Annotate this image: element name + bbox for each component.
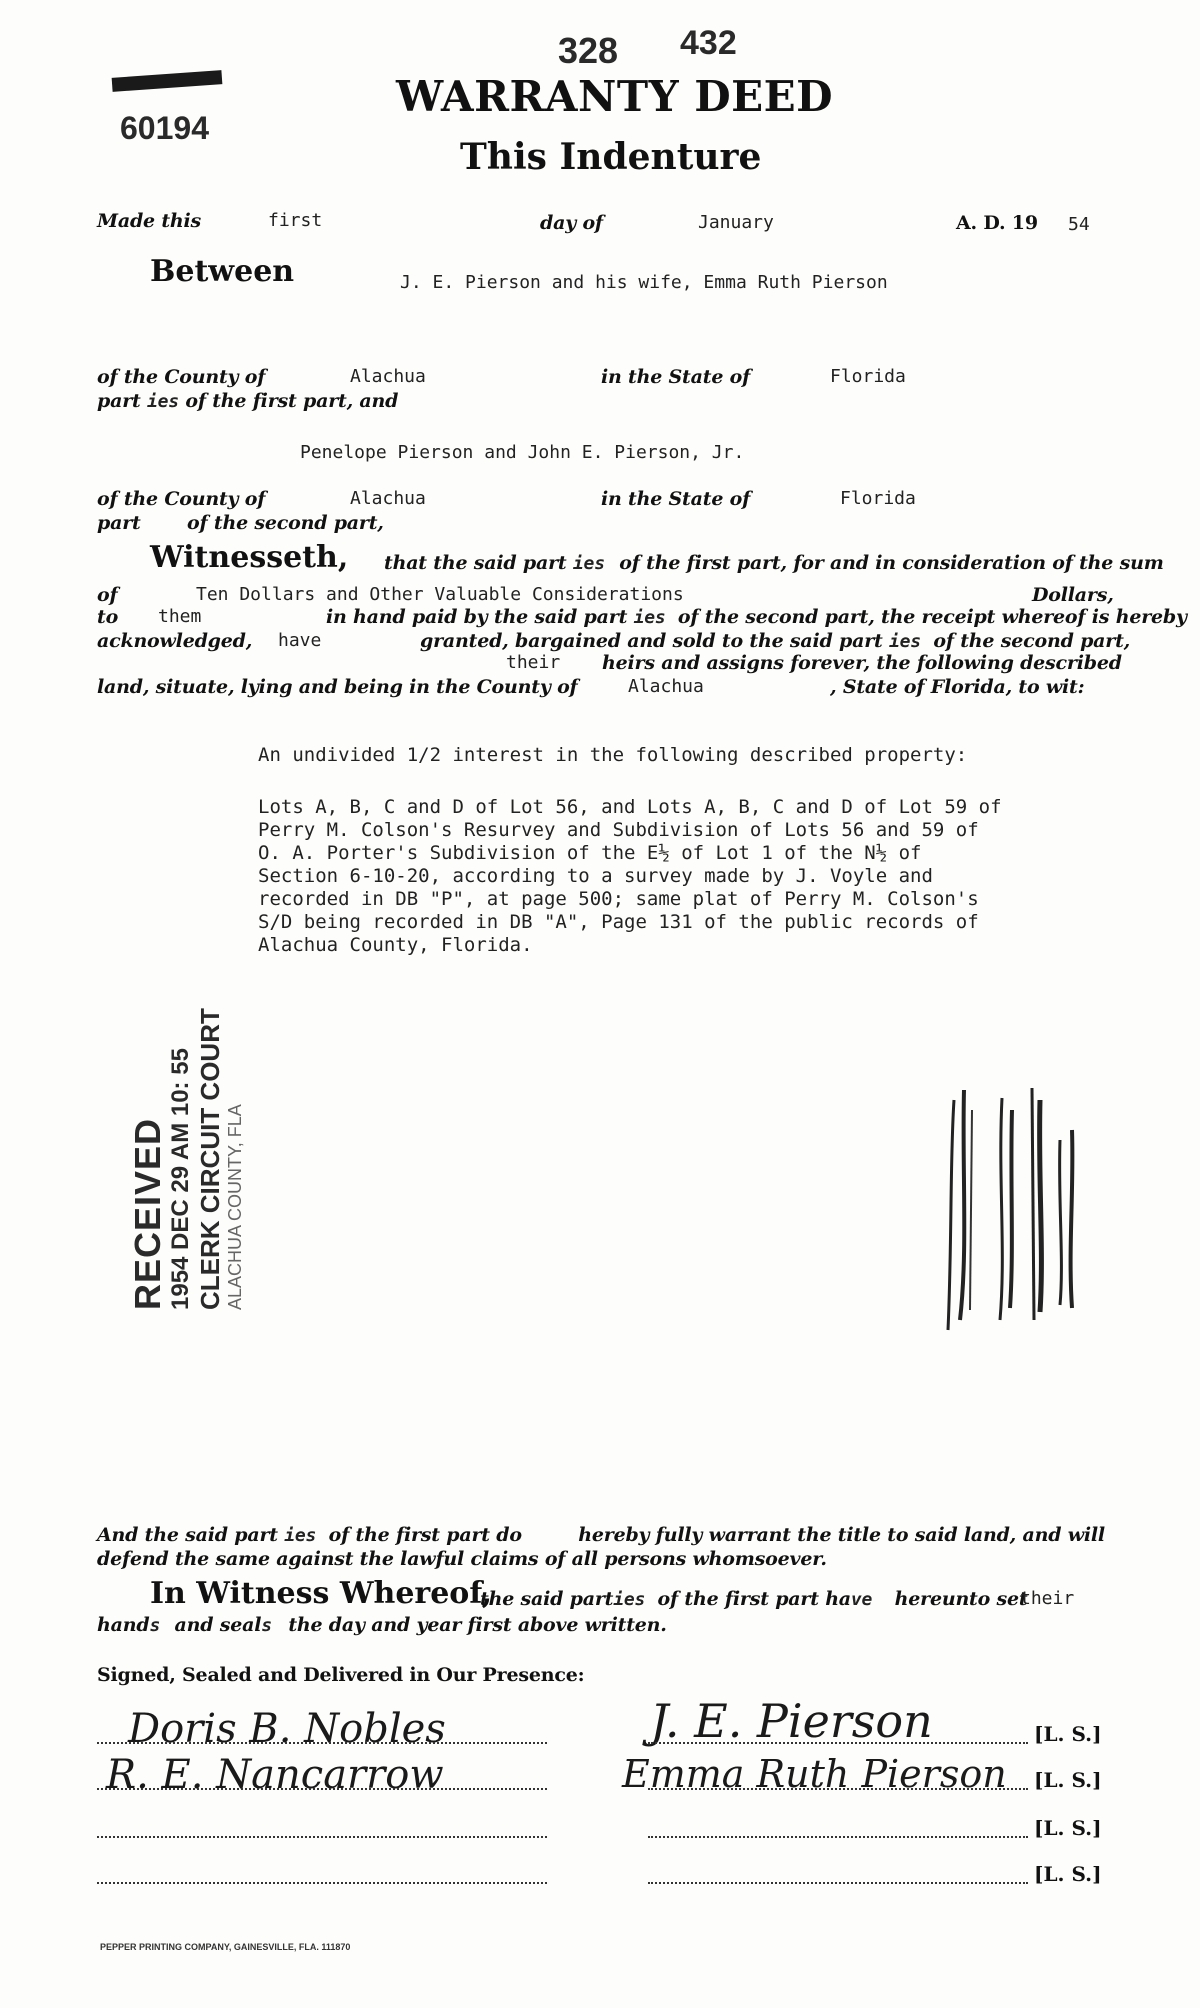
iw-e: hereunto set (894, 1588, 1028, 1610)
w4-b: have (278, 630, 322, 651)
w1-c: of the first part, for and in consideration of the sum (619, 552, 1164, 574)
w4-a: acknowledged, (97, 630, 253, 652)
year-value: 54 (1068, 214, 1090, 235)
month-value: January (698, 212, 774, 233)
w1-a: that the said part (384, 552, 567, 574)
vertical-ink-marks (940, 1080, 1100, 1340)
w5-b: heirs and assigns forever, the following described (602, 652, 1122, 674)
ad-label: A. D. 19 (956, 212, 1038, 234)
w3-c: in hand paid by the said part (326, 606, 628, 628)
first-part-label (97, 390, 398, 412)
iw-f: their (1020, 1588, 1075, 1609)
witness-line-4 (97, 1882, 547, 1884)
first-part-suffix: ies (147, 391, 179, 412)
iw-c: of the first part ha (657, 1588, 851, 1610)
description-line: O. A. Porter's Subdivision of the E½ of Lot 1 of the N½ of (258, 842, 922, 864)
w4-e: of the second part, (933, 630, 1131, 652)
warranty-b: ies (284, 1525, 317, 1546)
grantor-signature-2: Emma Ruth Pierson (622, 1752, 1007, 1796)
second-county-label: of the County of (97, 488, 266, 510)
second-state-label: in the State of (601, 488, 751, 510)
grantor-line-2 (648, 1788, 1028, 1790)
warranty-line-2: defend the same against the lawful claims of all persons whomsoever. (97, 1548, 827, 1570)
grantees-names: Penelope Pierson and John E. Pierson, Jr. (300, 442, 745, 463)
description-body (258, 796, 1002, 957)
w5-a: their (506, 652, 561, 673)
signed-sealed-label: Signed, Sealed and Delivered in Our Presence: (97, 1664, 585, 1686)
iw-b: ies (613, 1589, 646, 1610)
w6-b: Alachua (628, 676, 704, 697)
w1-b: ies (572, 553, 605, 574)
description-line: Lots A, B, C and D of Lot 56, and Lots A, B, C and D of Lot 59 of (258, 796, 1002, 818)
stamp-clerk: CLERK CIRCUIT COURT (195, 1008, 225, 1310)
ls-mark-4: [L. S.] (1034, 1862, 1102, 1886)
stamp-received: RECEIVED (127, 1117, 168, 1310)
second-part-role: of the second part, (187, 512, 384, 534)
in-witness-lead: In Witness Whereof, (150, 1576, 493, 1611)
w3-a: to (97, 606, 119, 628)
stamp-text-group (127, 1008, 246, 1310)
document-subtitle: This Indenture (460, 136, 762, 178)
w3-e: of the second part, the receipt whereof is hereby (677, 606, 1187, 628)
w2-a: of (97, 584, 118, 606)
description-line: recorded in DB "P", at page 500; same plat of Perry M. Colson's (258, 888, 979, 910)
iw-a: the said part (480, 1588, 614, 1610)
in-witness-line-2 (97, 1614, 667, 1636)
day-value: first (268, 210, 323, 231)
first-state-label: in the State of (601, 366, 751, 388)
iw-k: the day and year first above written. (288, 1614, 667, 1636)
witness-signature-1: Doris B. Nobles (128, 1706, 446, 1752)
witnesseth-lead: Witnesseth, (150, 540, 349, 575)
second-part-label (97, 512, 384, 534)
ls-mark-2: [L. S.] (1034, 1768, 1102, 1792)
witness-line-1 (97, 1742, 547, 1744)
description-line: Perry M. Colson's Resurvey and Subdivision of Lots 56 and 59 of (258, 819, 979, 841)
description-line: Section 6-10-20, according to a survey made by J. Voyle and (258, 865, 933, 887)
book-number: 328 (558, 30, 619, 71)
ls-mark-1: [L. S.] (1034, 1722, 1102, 1746)
stamp-date: 1954 DEC 29 AM 10: 55 (167, 1048, 194, 1310)
w3-b: them (158, 606, 202, 627)
printer-imprint: PEPPER PRINTING COMPANY, GAINESVILLE, FLA. 111870 (100, 1942, 351, 1952)
between-label: Between (150, 254, 295, 289)
description-line: S/D being recorded in DB "A", Page 131 of the public records of (258, 911, 979, 933)
warranty-c: of the first part do (328, 1524, 522, 1546)
file-number: 60194 (120, 110, 209, 146)
witness-line-2 (97, 1788, 547, 1790)
first-part-word: part (97, 390, 141, 412)
description-line: Alachua County, Florida. (258, 934, 533, 956)
witnesseth-line-3 (326, 606, 1187, 628)
w2-c: Dollars, (1032, 584, 1114, 606)
witness-line-3 (97, 1836, 547, 1838)
iw-j: s (261, 1615, 272, 1636)
warranty-line-1 (97, 1524, 1105, 1546)
first-part-role: of the first part, and (185, 390, 399, 412)
consideration-amount: Ten Dollars and Other Valuable Considerations (196, 584, 684, 605)
first-county-label: of the County of (97, 366, 266, 388)
grantor-signature-1: J. E. Pierson (650, 1694, 933, 1748)
second-state-value: Florida (840, 488, 916, 509)
witnesseth-line-4 (420, 630, 1130, 652)
iw-i: and seal (174, 1614, 262, 1636)
w4-d: ies (889, 631, 921, 652)
recording-stamp (90, 1008, 290, 1340)
grantor-line-3 (648, 1836, 1028, 1838)
document-title: WARRANTY DEED (396, 72, 834, 121)
grantor-line-1 (648, 1742, 1028, 1744)
stamp-county: ALACHUA COUNTY, FLA (225, 1104, 245, 1310)
w6-c: , State of Florida, to wit: (830, 676, 1085, 698)
struck-number-mark (112, 70, 223, 92)
warranty-a: And the said part (97, 1524, 278, 1546)
witnesseth-line-1 (384, 552, 1164, 574)
iw-g: hand (97, 1614, 150, 1636)
grantor-line-4 (648, 1882, 1028, 1884)
grantors-names: J. E. Pierson and his wife, Emma Ruth Pierson (400, 272, 888, 293)
day-of-label: day of (540, 212, 603, 234)
ls-mark-3: [L. S.] (1034, 1816, 1102, 1840)
iw-h: s (149, 1615, 161, 1636)
warranty-d: hereby fully warrant the title to said land, and will (578, 1524, 1105, 1546)
first-state-value: Florida (830, 366, 906, 387)
second-part-word: part (97, 512, 141, 534)
made-this-label: Made this (97, 210, 202, 232)
witness-signature-2: R. E. Nancarrow (106, 1752, 444, 1798)
page-number: 432 (680, 24, 737, 62)
in-witness-line-1 (480, 1588, 1027, 1610)
first-county-value: Alachua (350, 366, 426, 387)
w4-c: granted, bargained and sold to the said part (420, 630, 883, 652)
w6-a: land, situate, lying and being in the County of (97, 676, 578, 698)
second-county-value: Alachua (350, 488, 426, 509)
description-intro: An undivided 1/2 interest in the following described property: (258, 744, 968, 766)
iw-d: ve (850, 1589, 873, 1610)
w3-d: ies (633, 607, 666, 628)
